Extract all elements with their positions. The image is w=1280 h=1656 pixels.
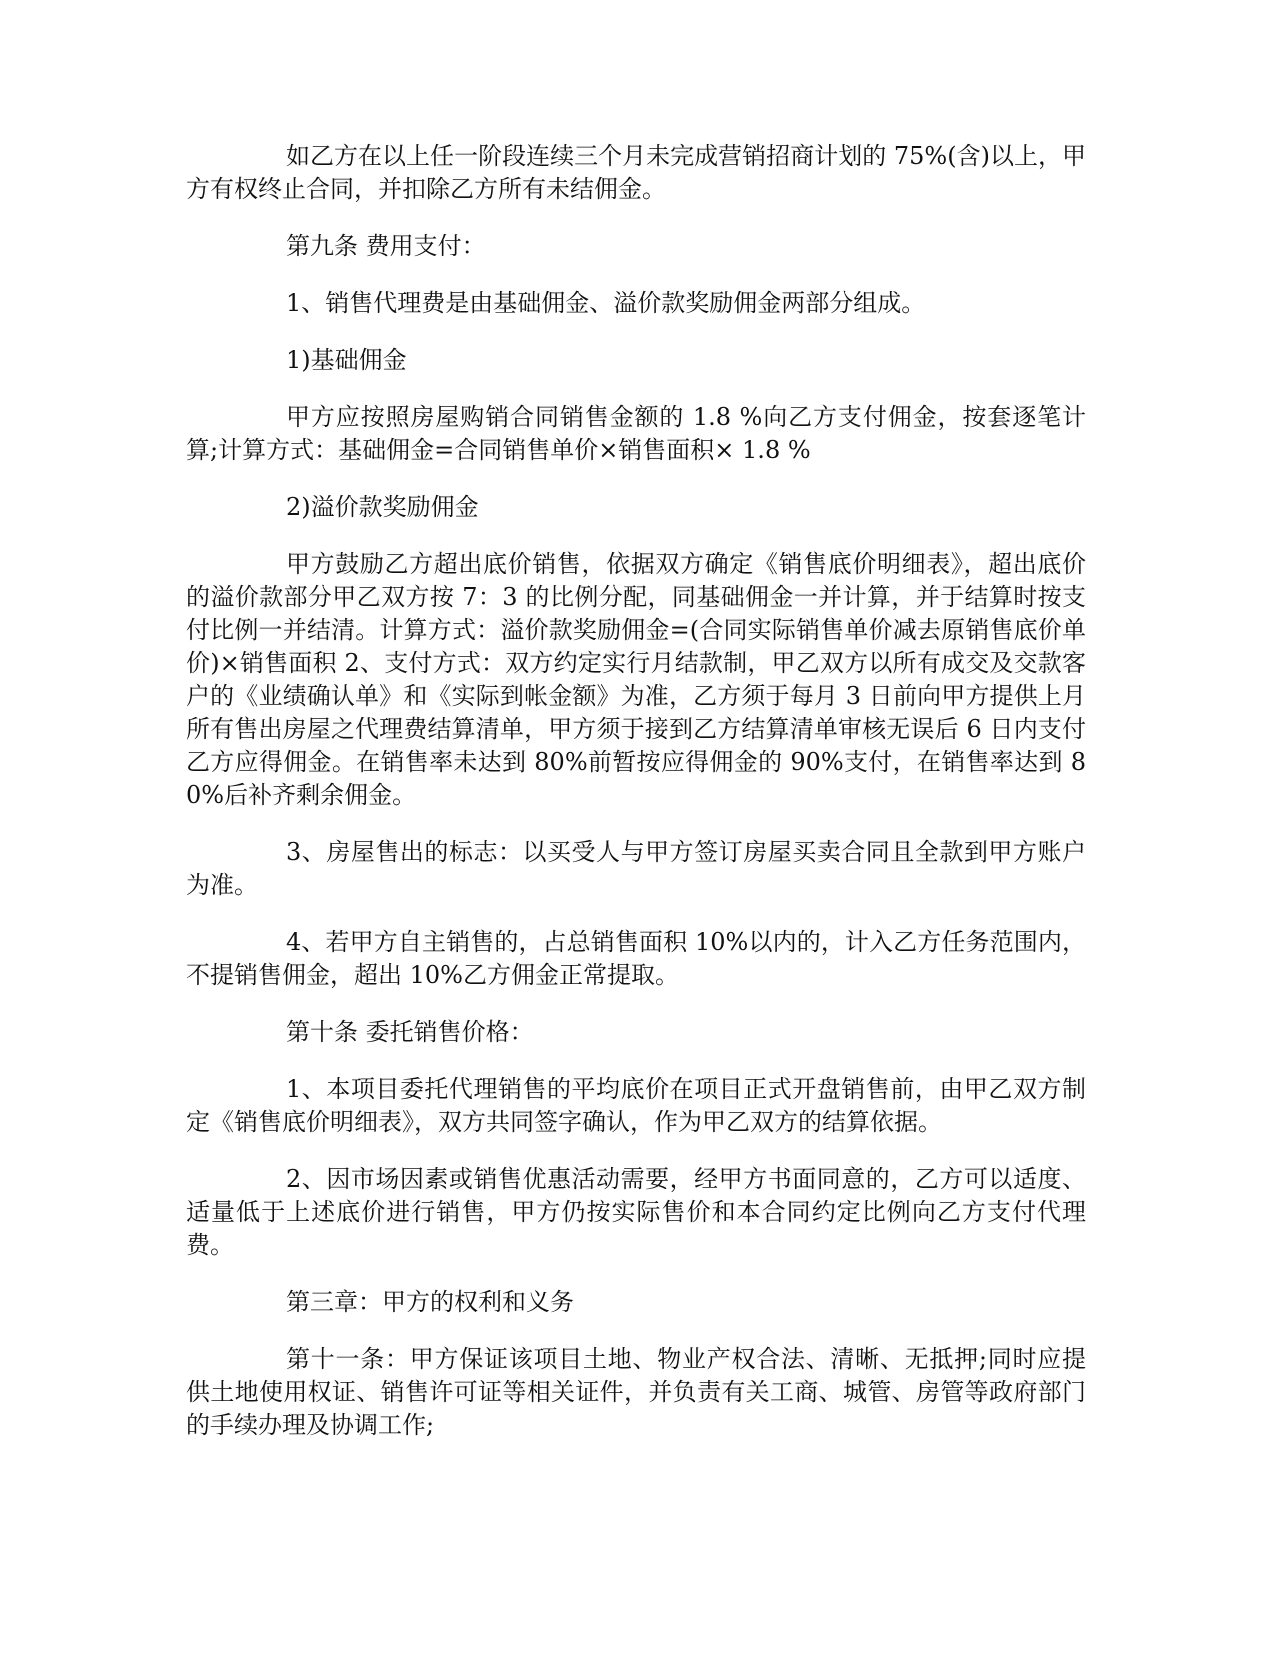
heading-article-10: 第十条 委托销售价格： [286, 1018, 534, 1046]
paragraph-base-commission: 甲方应按照房屋购销合同销售金额的 1.8 %向乙方支付佣金，按套逐笔计算;计算方式：基础佣金=合同销售单价×销售面积× 1.8 % [186, 403, 1086, 464]
paragraph-fee-composition: 1、销售代理费是由基础佣金、溢价款奖励佣金两部分组成。 [286, 289, 926, 317]
subheading-base-commission: 1)基础佣金 [286, 346, 407, 374]
paragraph-sale-criteria: 3、房屋售出的标志：以买受人与甲方签订房屋买卖合同且全款到甲方账户为准。 [186, 838, 1086, 899]
paragraph-floor-price: 1、本项目委托代理销售的平均底价在项目正式开盘销售前，由甲乙双方制定《销售底价明细表》，双方共同签字确认，作为甲乙双方的结算依据。 [186, 1075, 1086, 1136]
heading-chapter-3: 第三章：甲方的权利和义务 [286, 1288, 574, 1316]
paragraph-self-sales: 4、若甲方自主销售的，占总销售面积 10%以内的，计入乙方任务范围内，不提销售佣金，超出 10%乙方佣金正常提取。 [186, 928, 1086, 989]
paragraph-article-11: 第十一条：甲方保证该项目土地、物业产权合法、清晰、无抵押;同时应提供土地使用权证、销售许可证等相关证件，并负责有关工商、城管、房管等政府部门的手续办理及协调工作; [186, 1345, 1086, 1439]
paragraph-discount-sales: 2、因市场因素或销售优惠活动需要，经甲方书面同意的，乙方可以适度、适量低于上述底价进行销售，甲方仍按实际售价和本合同约定比例向乙方支付代理费。 [186, 1165, 1086, 1259]
paragraph-premium-commission: 甲方鼓励乙方超出底价销售，依据双方确定《销售底价明细表》，超出底价的溢价款部分甲乙双方按 7：3 的比例分配，同基础佣金一并计算，并于结算时按支付比例一并结清。计算方式：溢价款奖励佣金=(合同实际销售单价减去原销售底价单价)×销售面积 2、支付方式：双方约定实行月结款制，甲乙双方以所有成交及交款客户的《业绩确认单》和《实际到帐金额》为准，乙方须于每月 3 日前向甲方提供上月所有售出房屋之代理费结算清单，甲方须于接到乙方结算清单审核无误后 6 日内支付乙方应得佣金。在销售率未达到 80%前暂按应得佣金的 90%支付，在销售率达到 80%后补齐剩余佣金。 [186, 550, 1086, 809]
paragraph-commission-termination: 如乙方在以上任一阶段连续三个月未完成营销招商计划的 75%(含)以上，甲方有权终止合同，并扣除乙方所有未结佣金。 [186, 142, 1086, 203]
subheading-premium-commission: 2)溢价款奖励佣金 [286, 493, 479, 521]
heading-article-9: 第九条 费用支付： [286, 232, 486, 260]
document-body [186, 140, 1086, 1466]
